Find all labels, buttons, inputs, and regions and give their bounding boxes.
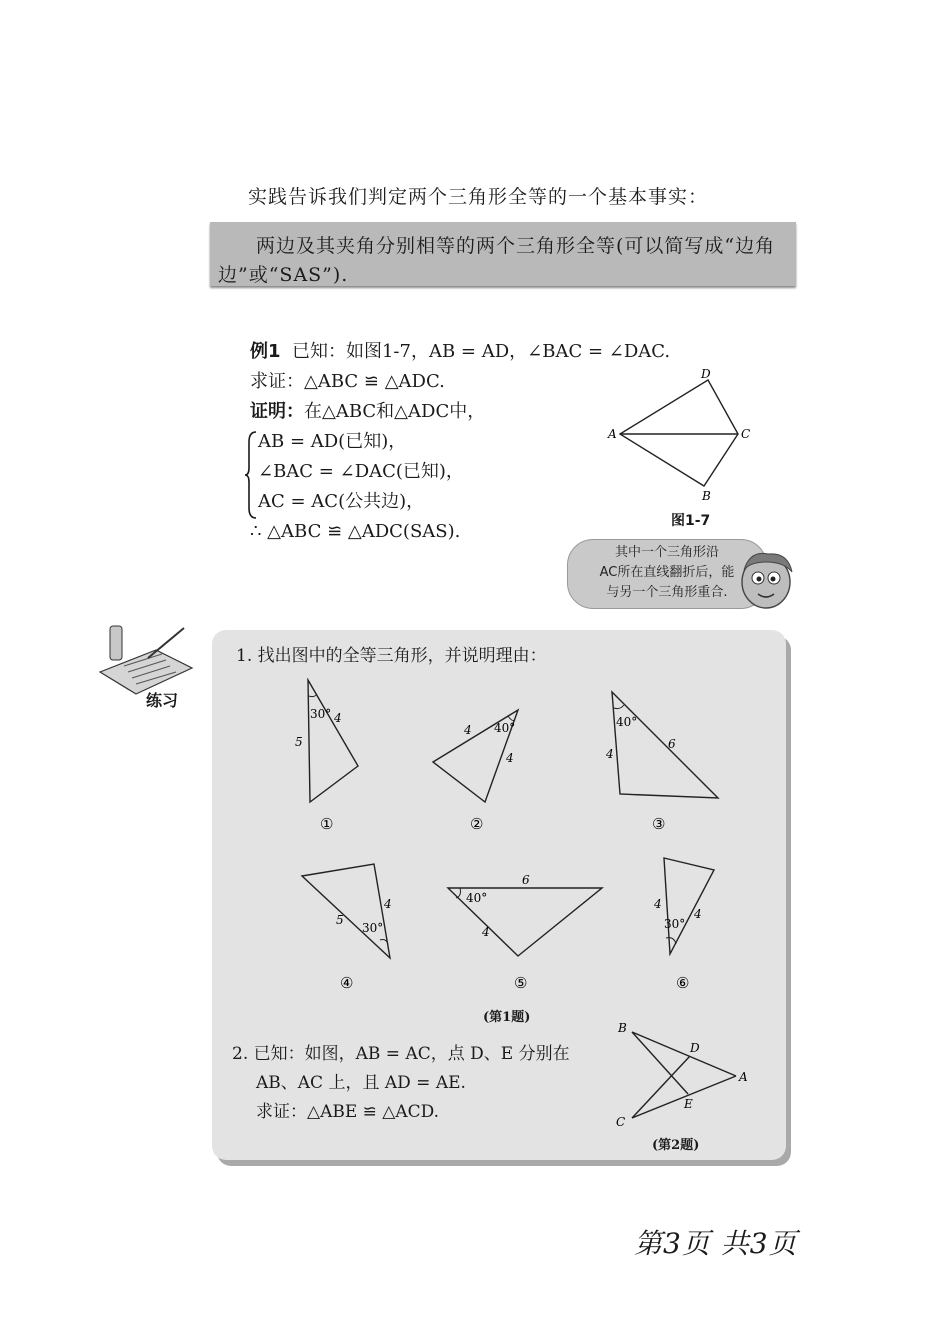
q2-point-c-label: C <box>616 1115 626 1129</box>
tip-line-3: 与另一个三角形重合. <box>606 585 728 600</box>
triangle-3-side-a: 4 <box>606 747 614 761</box>
proof-step-1: AB = AD(已知)， <box>258 431 407 452</box>
q2-point-a-label: A <box>739 1070 748 1084</box>
example-proof-intro <box>250 397 485 427</box>
figure-1-7-caption: 图1-7 <box>671 513 711 529</box>
triangle-2 <box>433 710 518 802</box>
sas-statement-line-2: 边”或“SAS”). <box>218 264 349 286</box>
triangle-6-side-b: 4 <box>694 907 702 921</box>
proof-intro-text: 在△ABC和△ADC中， <box>304 401 486 422</box>
triangle-6-angle: 30° <box>664 917 686 931</box>
triangle-1-side-a: 4 <box>334 711 342 725</box>
intro-text: 实践告诉我们判定两个三角形全等的一个基本事实： <box>248 186 709 208</box>
practice-label: 练习 <box>146 691 179 710</box>
triangle-5-side-b: 4 <box>482 925 490 939</box>
example-label: 例1 <box>250 341 281 362</box>
triangle-2-number: ② <box>470 815 484 833</box>
triangle-2-angle: 40° <box>494 721 516 735</box>
point-d-label: D <box>701 367 711 381</box>
q2-point-b-label: B <box>618 1021 627 1035</box>
sas-statement-band <box>210 222 796 286</box>
point-b-label: B <box>702 489 711 503</box>
triangle-6-side-a: 4 <box>654 897 662 911</box>
triangle-3-angle: 40° <box>616 715 638 729</box>
triangle-3-number: ③ <box>652 815 666 833</box>
triangle-5 <box>448 873 602 956</box>
triangle-1-side-b: 5 <box>295 735 303 749</box>
triangle-4 <box>302 864 392 958</box>
question-2-caption: (第2题) <box>652 1138 700 1153</box>
question-2-figure <box>606 1018 756 1130</box>
triangle-4-number: ④ <box>340 974 354 992</box>
example-given-text: 已知：如图1-7，AB = AD，∠BAC = ∠DAC. <box>291 341 671 362</box>
question-1-text: 1. 找出图中的全等三角形，并说明理由： <box>236 646 547 666</box>
point-c-label: C <box>741 427 751 441</box>
tip-line-1: 其中一个三角形沿 <box>614 545 719 560</box>
question-2-line-3: 求证：△ABE ≌ △ACD. <box>256 1102 440 1122</box>
proof-conclusion: ∴ △ABC ≌ △ADC(SAS). <box>250 521 461 542</box>
question-2-line-2: AB、AC 上，且 AD = AE. <box>256 1073 466 1093</box>
triangle-1-angle: 30° <box>310 707 332 721</box>
question-2-line-1: 2. 已知：如图，AB = AC，点 D、E 分别在 <box>232 1044 570 1064</box>
triangle-5-number: ⑤ <box>514 974 528 992</box>
mascot-icon <box>736 548 798 612</box>
proof-brace <box>244 430 258 520</box>
point-a-label: A <box>608 427 617 441</box>
tip-line-2: AC所在直线翻折后，能 <box>599 565 735 580</box>
triangle-2-side-a: 4 <box>464 723 472 737</box>
figure-1-7 <box>600 366 760 506</box>
triangle-5-angle: 40° <box>466 891 488 905</box>
example-given <box>250 337 670 367</box>
page-footer: 第3页 共3页 <box>634 1227 798 1260</box>
proof-step-2: ∠BAC = ∠DAC(已知)， <box>258 461 464 482</box>
triangle-6 <box>653 858 714 954</box>
triangle-3 <box>605 692 718 798</box>
triangle-3-side-b: 6 <box>668 737 676 751</box>
triangle-6-number: ⑥ <box>676 974 690 992</box>
q2-point-d-label: D <box>690 1041 700 1055</box>
proof-label: 证明： <box>250 401 304 422</box>
triangle-4-angle: 30° <box>362 921 384 935</box>
triangle-1 <box>295 680 358 802</box>
quadrilateral-abcd <box>620 380 738 486</box>
q2-point-e-label: E <box>684 1097 693 1111</box>
triangle-1-number: ① <box>320 815 334 833</box>
proof-step-3: AC = AC(公共边)， <box>258 491 425 512</box>
triangle-4-side-b: 4 <box>384 897 392 911</box>
question-1-figures <box>290 672 730 1002</box>
triangle-2-side-b: 4 <box>506 751 514 765</box>
triangle-4-side-a: 5 <box>336 913 344 927</box>
example-prove: 求证：△ABC ≌ △ADC. <box>250 371 445 392</box>
question-1-caption: (第1题) <box>483 1010 531 1025</box>
sas-statement-line-1: 两边及其夹角分别相等的两个三角形全等(可以简写成“边角 <box>256 235 776 257</box>
triangle-5-side-a: 6 <box>522 873 530 887</box>
